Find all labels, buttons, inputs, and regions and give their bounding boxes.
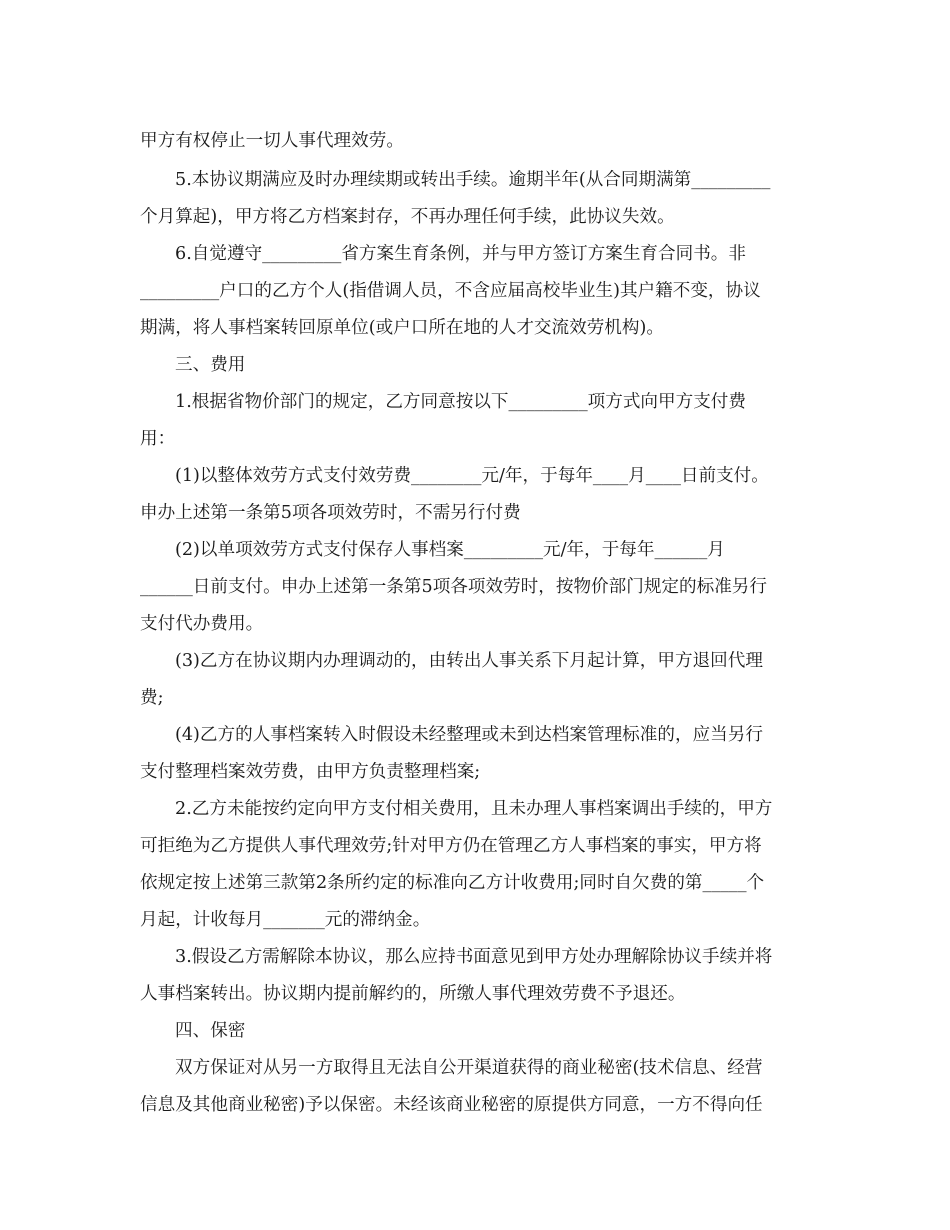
text-line: (4)乙方的人事档案转入时假设未经整理或未到达档案管理标准的，应当另行 — [175, 725, 763, 745]
text-line: 5.本协议期满应及时办理续期或转出手续。逾期半年(从合同期满第_________ — [175, 170, 771, 190]
text-line: 6.自觉遵守_________省方案生育条例，并与甲方签订方案生育合同书。非 — [175, 244, 746, 264]
text-line: _________户口的乙方个人(指借调人员，不含应届高校毕业生)其户籍不变，协议 — [140, 281, 761, 301]
text-line: 支付整理档案效劳费，由甲方负责整理档案; — [140, 762, 481, 782]
text-line: (2)以单项效劳方式支付保存人事档案_________元/年，于每年______月 — [175, 540, 725, 560]
text-line: 1.根据省物价部门的规定，乙方同意按以下_________项方式向甲方支付费 — [175, 392, 746, 412]
text-line: 期满，将人事档案转回原单位(或户口所在地的人才交流效劳机构)。 — [140, 318, 664, 338]
text-line: 甲方有权停止一切人事代理效劳。 — [140, 131, 404, 151]
text-line: 人事档案转出。协议期内提前解约的，所缴人事代理效劳费不予退还。 — [140, 984, 686, 1004]
text-line: 双方保证对从另一方取得且无法自公开渠道获得的商业秘密(技术信息、经营 — [175, 1058, 763, 1078]
text-line: 申办上述第一条第5项各项效劳时，不需另行付费 — [140, 503, 521, 523]
text-line: (3)乙方在协议期内办理调动的，由转出人事关系下月起计算，甲方退回代理 — [175, 651, 763, 671]
text-line: 用： — [140, 429, 176, 449]
text-line: 3.假设乙方需解除本协议，那么应持书面意见到甲方处办理解除协议手续并将 — [175, 947, 773, 967]
section-heading: 三、费用 — [175, 355, 246, 375]
text-line: 依规定按上述第三款第2条所约定的标准向乙方计收费用;同时自欠费的第_____个 — [140, 873, 765, 893]
text-line: 支付代办费用。 — [140, 614, 264, 634]
section-heading: 四、保密 — [175, 1021, 246, 1041]
text-line: 信息及其他商业秘密)予以保密。未经该商业秘密的原提供方同意，一方不得向任 — [140, 1095, 763, 1115]
text-line: ______日前支付。申办上述第一条第5项各项效劳时，按物价部门规定的标准另行 — [140, 577, 767, 597]
text-line: 费; — [140, 688, 164, 708]
text-line: (1)以整体效劳方式支付效劳费________元/年，于每年____月____日前支付。 — [175, 466, 769, 486]
text-line: 个月算起)，甲方将乙方档案封存，不再办理任何手续，此协议失效。 — [140, 207, 675, 227]
text-line: 月起，计收每月_______元的滞纳金。 — [140, 910, 431, 930]
text-line: 可拒绝为乙方提供人事代理效劳;针对甲方仍在管理乙方人事档案的事实，甲方将 — [140, 836, 762, 856]
text-line: 2.乙方未能按约定向甲方支付相关费用，且未办理人事档案调出手续的，甲方 — [175, 799, 773, 819]
